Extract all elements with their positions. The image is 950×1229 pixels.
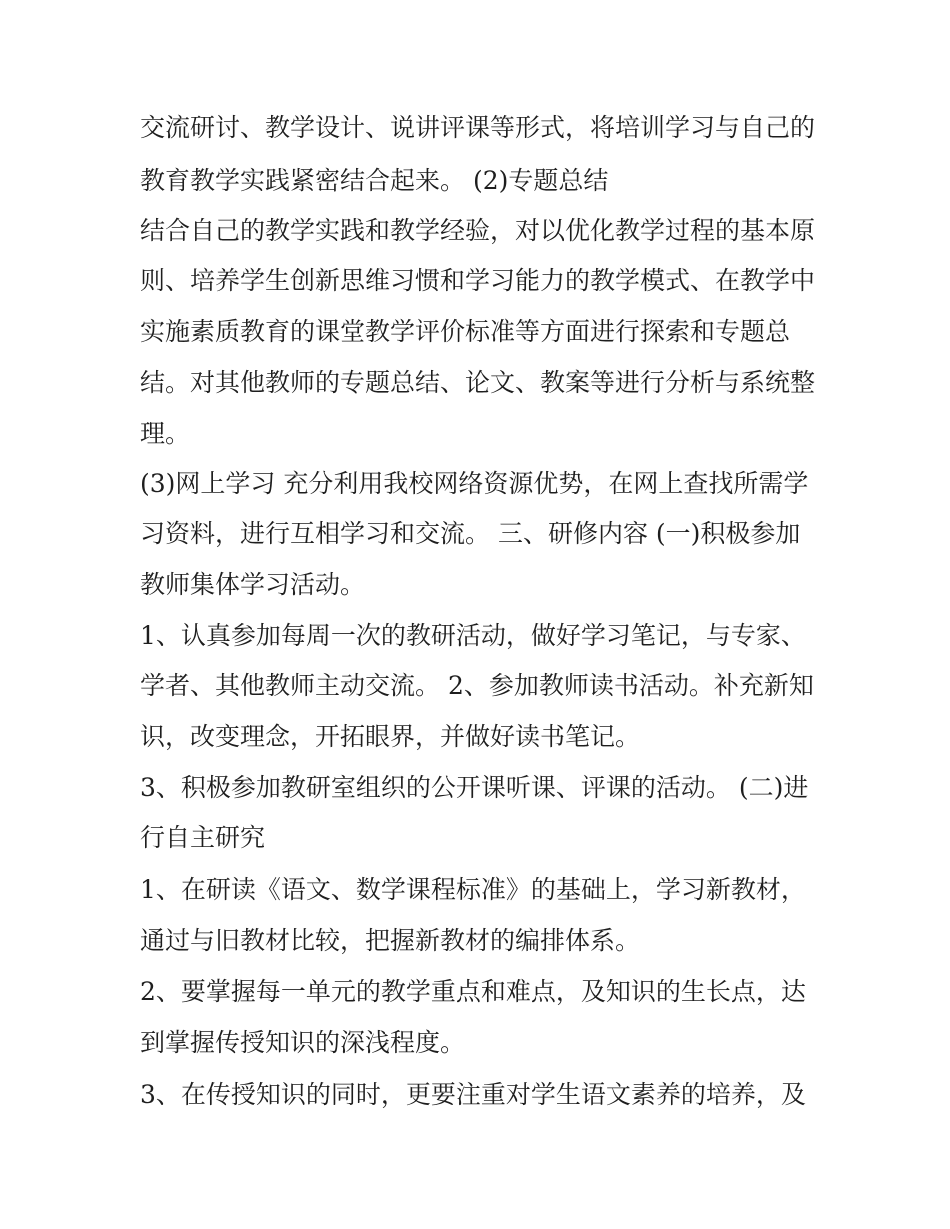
text-line: 实施素质教育的课堂教学评价标准等方面进行探索和专题总 (140, 317, 791, 346)
text-line: 行自主研究 (140, 823, 266, 852)
text-line: 理。 (140, 419, 191, 448)
text-line: 1、认真参加每周一次的教研活动，做好学习笔记，与专家、 (140, 621, 806, 650)
text-line: 通过与旧教材比较，把握新教材的编排体系。 (140, 926, 641, 955)
text-line: 教师集体学习活动。 (140, 570, 366, 599)
text-line: 3、在传授知识的同时，更要注重对学生语文素养的培养，及 (140, 1080, 806, 1109)
text-line: 学者、其他教师主动交流。 2、参加教师读书活动。补充新知 (140, 671, 814, 700)
text-line: 2、要掌握每一单元的教学重点和难点，及知识的生长点，达 (140, 977, 806, 1006)
text-line: 结。对其他教师的专题总结、论文、教案等进行分析与系统整 (140, 368, 816, 397)
text-line: 结合自己的教学实践和教学经验，对以优化教学过程的基本原 (140, 216, 816, 245)
text-line: 1、在研读《语文、数学课程标准》的基础上，学习新教材， (140, 875, 806, 904)
text-line: 交流研讨、教学设计、说讲评课等形式，将培训学习与自己的 (140, 113, 816, 142)
text-line: 3、积极参加教研室组织的公开课听课、评课的活动。 (二)进 (140, 773, 809, 802)
text-line: 习资料，进行互相学习和交流。 三、研修内容 (一)积极参加 (140, 519, 801, 548)
text-line: (3)网上学习 充分利用我校网络资源优势，在网上查找所需学 (140, 469, 809, 498)
text-line: 到掌握传授知识的深浅程度。 (140, 1028, 466, 1057)
text-line: 则、培养学生创新思维习惯和学习能力的教学模式、在教学中 (140, 266, 816, 295)
text-line: 教育教学实践紧密结合起来。 (2)专题总结 (140, 166, 609, 195)
text-line: 识，改变理念，开拓眼界，并做好读书笔记。 (140, 722, 641, 751)
